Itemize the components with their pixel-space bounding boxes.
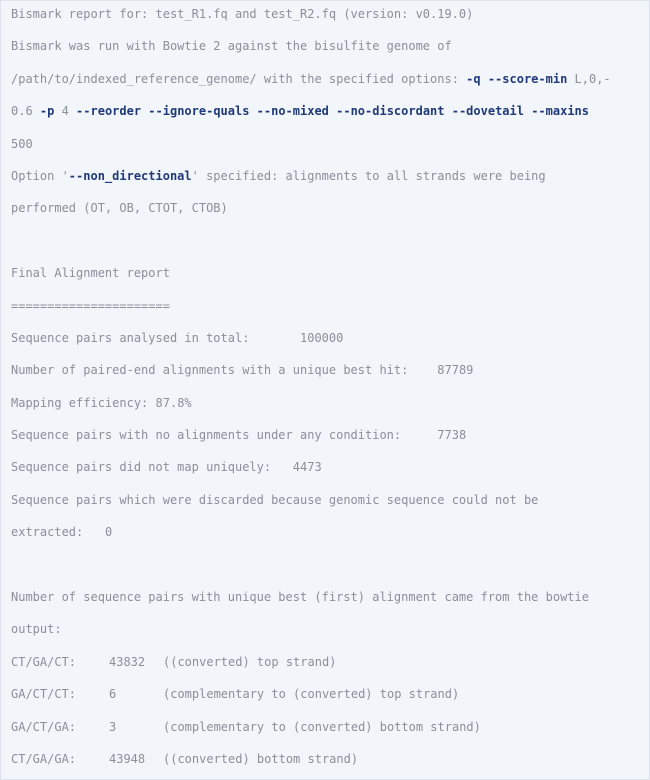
genome-path: /path/to/indexed_reference_genome/ [11, 71, 257, 86]
stat-no-alignment [11, 424, 639, 456]
stat-label: Sequence pairs did not map uniquely: [11, 460, 272, 475]
option-flag-p: -p [39, 104, 55, 119]
option-line-2: performed (OT, OB, CTOT, CTOB) [11, 201, 228, 216]
option-value-cont: 0.6 [11, 104, 40, 119]
strand-row [11, 748, 639, 780]
stat-label: Mapping efficiency: [11, 395, 149, 410]
strand-code: GA/CT/CT: [11, 687, 77, 702]
run-info-text: with the specified options: [256, 71, 467, 86]
option-flags-2: --reorder --ignore-quals --no-mixed --no-discordant --dovetail --maxins [76, 104, 589, 119]
run-info-line-1: Bismark was run with Bowtie 2 against the bisulfite genome of [11, 39, 452, 54]
stat-value: 87.8% [155, 395, 192, 410]
spacer [11, 554, 639, 586]
stat-value: 4473 [292, 460, 322, 475]
strand-row [11, 651, 639, 683]
strand-intro-line-2: output: [11, 622, 62, 637]
option-flags-1: -q --score-min [466, 71, 568, 86]
strand-code: CT/GA/CT: [11, 654, 77, 669]
stat-label: Sequence pairs with no alignments under any condition: [11, 428, 402, 443]
strand-intro-line-1: Number of sequence pairs with unique best (first) alignment came from the bowtie [11, 590, 589, 605]
strand-description: (complementary to (converted) bottom strand) [163, 719, 481, 734]
strand-code: GA/CT/GA: [11, 719, 77, 734]
strand-description: (complementary to (converted) top strand) [163, 687, 460, 702]
strand-row [11, 683, 639, 715]
strand-description: ((converted) top strand) [163, 654, 337, 669]
stat-label: extracted: [11, 525, 84, 540]
run-info-line-3 [11, 100, 639, 132]
stat-value: 7738 [437, 428, 467, 443]
stat-value: 87789 [437, 363, 474, 378]
stat-label: Sequence pairs analysed in total: [11, 330, 250, 345]
stat-not-unique [11, 456, 639, 488]
option-value-p: 4 [54, 104, 77, 119]
stat-pairs-total [11, 327, 639, 359]
spacer [11, 230, 639, 262]
stat-label: Number of paired-end alignments with a unique best hit: [11, 363, 409, 378]
strand-count: 3 [109, 719, 117, 734]
non-directional-flag: --non_directional [68, 168, 192, 183]
strand-description: ((converted) bottom strand) [163, 751, 359, 766]
report-title-line: Bismark report for: test_R1.fq and test_R2.fq (version: v0.19.0) [11, 7, 474, 21]
strand-count: 43832 [109, 654, 146, 669]
strand-row [11, 716, 639, 748]
option-line-suffix: ' specified: alignments to all strands were being [191, 168, 546, 183]
run-info-line-4: 500 [11, 136, 33, 151]
section-separator: ====================== [11, 298, 170, 313]
strand-count: 6 [109, 687, 117, 702]
section-title: Final Alignment report [11, 266, 170, 281]
strand-count: 43948 [109, 751, 146, 766]
stat-value: 0 [104, 525, 113, 540]
stat-discarded-line-1: Sequence pairs which were discarded because genomic sequence could not be [11, 492, 539, 507]
option-value-1: L,0,- [567, 71, 611, 86]
strand-code: CT/GA/GA: [11, 751, 77, 766]
option-line-1 [11, 165, 639, 197]
stat-discarded [11, 521, 639, 553]
option-line-prefix: Option ' [11, 168, 69, 183]
stat-value: 100000 [300, 330, 344, 345]
stat-mapping-efficiency [11, 392, 639, 424]
stat-unique-best [11, 359, 639, 391]
run-info-line-2 [11, 68, 639, 100]
